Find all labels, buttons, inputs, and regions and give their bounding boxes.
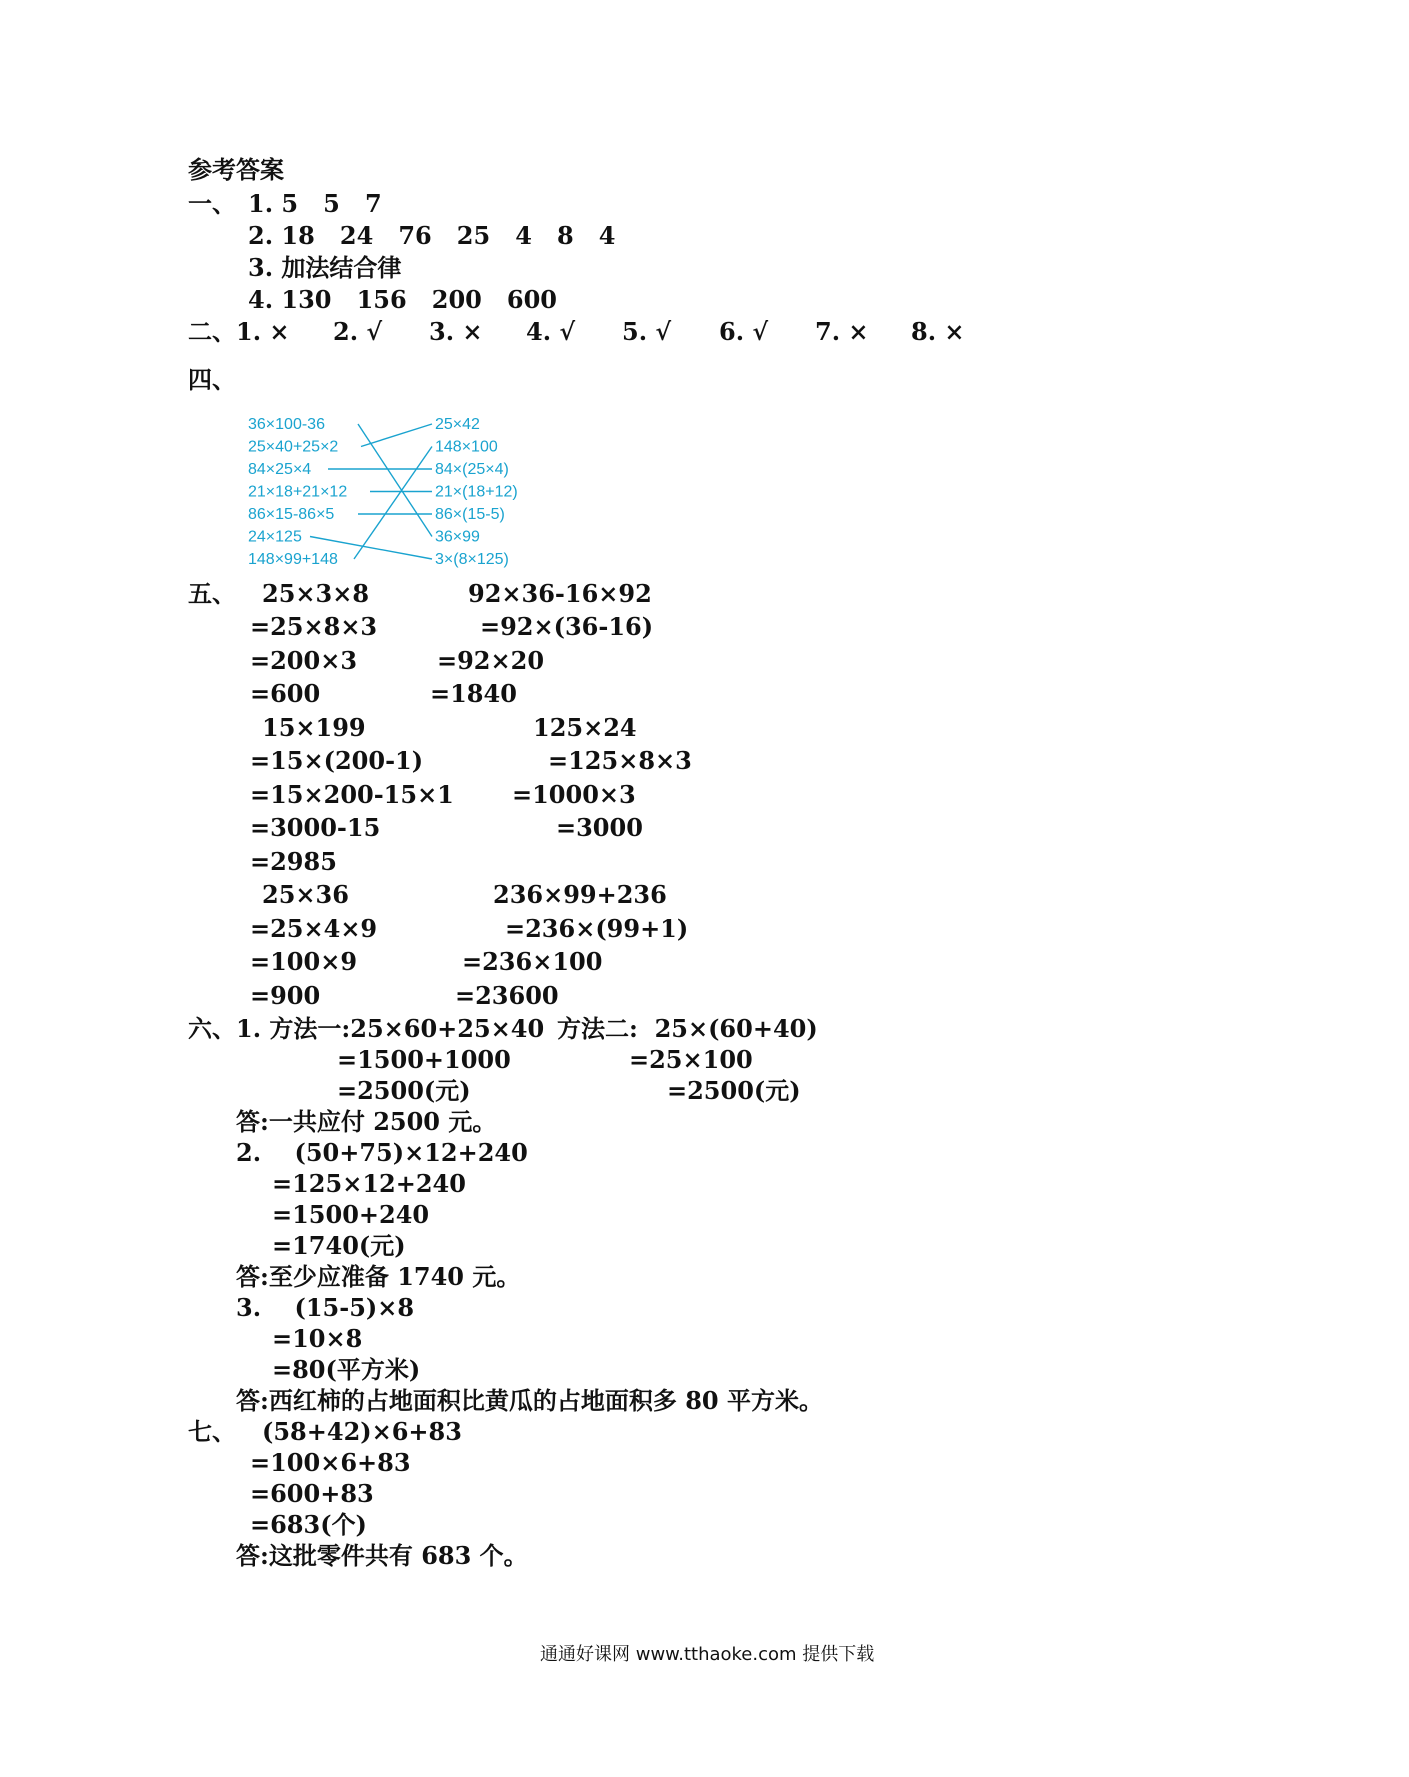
matching-diagram (240, 412, 580, 582)
match-left-item: 86×15-86×5 (248, 506, 335, 523)
judge-item: 6. √ (719, 317, 769, 346)
section-7-label: 七、 (188, 1417, 236, 1446)
calc-line: =1840 (430, 679, 517, 708)
calc-line: =80(平方米) (272, 1355, 421, 1384)
calc-line: =100×6+83 (250, 1448, 411, 1477)
calc-line: =2500(元) (337, 1076, 471, 1105)
calc-line: 236×99+236 (493, 880, 667, 909)
match-right-item: 3×(8×125) (435, 551, 509, 568)
match-left-item: 21×18+21×12 (248, 483, 348, 501)
answer-sentence: 答:这批零件共有 683 个。 (236, 1541, 528, 1570)
match-right-item: 36×99 (435, 528, 480, 546)
judge-item: 2. √ (333, 317, 383, 346)
calc-line: =1500+1000 (337, 1045, 511, 1074)
calc-line: =15×(200-1) (250, 746, 424, 775)
calc-line: =25×100 (629, 1045, 753, 1074)
calc-line: =15×200-15×1 (250, 780, 454, 809)
calc-line: 125×24 (533, 713, 637, 742)
judge-item: 3. × (429, 317, 483, 346)
calc-line: =236×100 (462, 947, 603, 976)
match-line (358, 424, 432, 537)
calc-line: =2500(元) (667, 1076, 801, 1105)
calc-line: =236×(99+1) (505, 914, 689, 943)
answer-line: 2. 18 24 76 25 4 8 4 (248, 221, 616, 250)
match-left-item: 24×125 (248, 528, 302, 546)
calc-line: =10×8 (272, 1324, 363, 1353)
section-6-label: 六、 (188, 1014, 236, 1043)
calc-line: =92×20 (437, 646, 545, 675)
calc-line: =23600 (455, 981, 559, 1010)
match-line (354, 447, 432, 560)
section-5-label: 五、 (188, 579, 236, 608)
match-left-item: 25×40+25×2 (248, 438, 339, 456)
calc-line: =100×9 (250, 947, 358, 976)
match-right-item: 25×42 (435, 416, 480, 433)
calc-line: =3000-15 (250, 813, 381, 842)
match-left-item: 148×99+148 (248, 551, 338, 568)
section-4-label: 四、 (188, 365, 236, 394)
calc-line: 1. 方法一:25×60+25×40 (236, 1014, 545, 1043)
judge-item: 8. × (911, 317, 965, 346)
section-1-label: 一、 (188, 189, 236, 218)
calc-line: 3. (15-5)×8 (236, 1293, 415, 1322)
calc-line: =683(个) (250, 1510, 367, 1539)
calc-line: 92×36-16×92 (468, 579, 652, 608)
calc-line: =1000×3 (512, 780, 636, 809)
footer-credit: 通通好课网 www.tthaoke.com 提供下载 (540, 1644, 875, 1665)
calc-line: =92×(36-16) (480, 612, 654, 641)
judge-item: 5. √ (622, 317, 672, 346)
match-right-item: 84×(25×4) (435, 461, 509, 478)
calc-line: =3000 (556, 813, 643, 842)
answer-sentence: 答:一共应付 2500 元。 (236, 1107, 497, 1136)
match-line (361, 424, 432, 447)
calc-line: =125×12+240 (272, 1169, 466, 1198)
calc-line: =1500+240 (272, 1200, 430, 1229)
calc-line: =125×8×3 (548, 746, 692, 775)
calc-line: =1740(元) (272, 1231, 406, 1260)
calc-line: 25×36 (262, 880, 349, 909)
matching-lines (240, 412, 580, 582)
judge-item: 4. √ (526, 317, 576, 346)
section-2-label: 二、 (188, 317, 236, 346)
calc-line: =900 (250, 981, 321, 1010)
calc-line: =600 (250, 679, 321, 708)
calc-line: 2. (50+75)×12+240 (236, 1138, 528, 1167)
answer-line: 1. 5 5 7 (248, 189, 382, 218)
calc-line: =2985 (250, 847, 337, 876)
match-right-item: 86×(15-5) (435, 506, 505, 523)
calc-line: 25×3×8 (262, 579, 370, 608)
match-left-item: 36×100-36 (248, 416, 325, 433)
judge-item: 1. × (236, 317, 290, 346)
calc-line: 15×199 (262, 713, 366, 742)
page-title: 参考答案 (188, 155, 284, 184)
answer-line: 3. 加法结合律 (248, 253, 402, 282)
answer-sentence: 答:至少应准备 1740 元。 (236, 1262, 521, 1291)
calc-line: =25×8×3 (250, 612, 378, 641)
match-left-item: 84×25×4 (248, 461, 312, 478)
match-right-item: 21×(18+12) (435, 483, 518, 501)
calc-line: =25×4×9 (250, 914, 378, 943)
calc-line: =600+83 (250, 1479, 374, 1508)
answer-line: 4. 130 156 200 600 (248, 285, 557, 314)
answer-sentence: 答:西红柿的占地面积比黄瓜的占地面积多 80 平方米。 (236, 1386, 823, 1415)
judge-item: 7. × (815, 317, 869, 346)
calc-line: =200×3 (250, 646, 358, 675)
calc-line: (58+42)×6+83 (262, 1417, 462, 1446)
match-right-item: 148×100 (435, 438, 498, 456)
calc-line: 方法二: 25×(60+40) (557, 1014, 818, 1043)
